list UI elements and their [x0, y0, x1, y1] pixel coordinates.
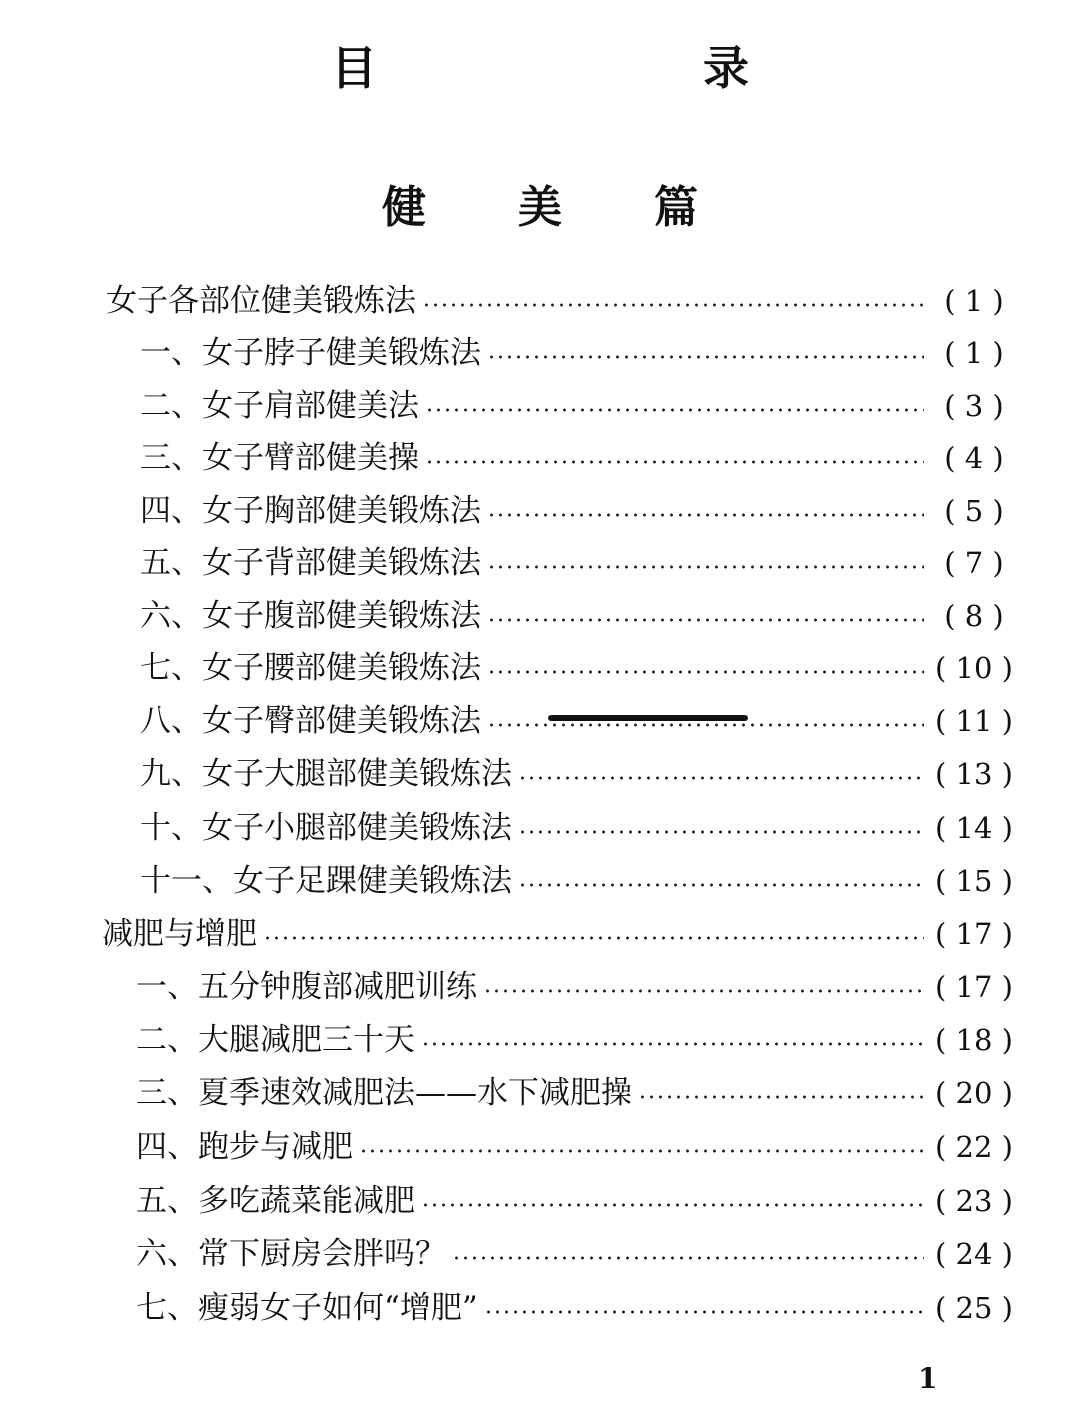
toc-label: 五、女子背部健美锻炼法	[140, 545, 481, 581]
toc-entry-13[interactable]	[136, 961, 1018, 1013]
toc-entry-2[interactable]	[140, 380, 1018, 432]
toc-label: 二、大腿减肥三十天	[136, 1022, 415, 1058]
toc-label: 一、女子脖子健美锻炼法	[140, 335, 481, 371]
toc-page-ref: ( 4 )	[944, 441, 1004, 475]
toc-label: 七、瘦弱女子如何“增肥”	[136, 1290, 478, 1326]
toc-page-ref: ( 13 )	[935, 757, 1013, 791]
toc-label: 五、多吃蔬菜能减肥	[136, 1183, 415, 1219]
toc-label: 三、女子臂部健美操	[140, 440, 419, 476]
dot-leader	[638, 1094, 924, 1100]
toc-page-ref: ( 15 )	[935, 864, 1013, 898]
dot-leader	[518, 775, 924, 781]
toc-entry-3[interactable]	[140, 432, 1018, 484]
dot-leader	[518, 829, 924, 835]
toc-entry-4[interactable]	[140, 485, 1018, 537]
page-number: 1	[918, 1362, 938, 1395]
toc-entry-19[interactable]	[136, 1282, 1018, 1334]
toc-entry-17[interactable]	[136, 1175, 1018, 1227]
toc-page-ref: ( 18 )	[935, 1023, 1013, 1057]
toc-label: 女子各部位健美锻炼法	[106, 283, 416, 319]
toc-page-ref: ( 14 )	[935, 811, 1013, 845]
toc-label: 九、女子大腿部健美锻炼法	[140, 756, 512, 792]
toc-label: 六、常下厨房会胖吗？	[136, 1236, 446, 1272]
dot-leader	[483, 988, 924, 994]
toc-label: 十一、女子足踝健美锻炼法	[140, 863, 512, 899]
dot-leader	[484, 1309, 924, 1315]
toc-label: 三、夏季速效减肥法——水下减肥操	[136, 1075, 632, 1111]
toc-page-ref: ( 23 )	[935, 1184, 1013, 1218]
dot-leader	[425, 407, 924, 413]
toc-page-ref: ( 7 )	[944, 546, 1004, 580]
toc-entry-14[interactable]	[136, 1014, 1018, 1066]
dot-leader	[421, 1202, 924, 1208]
toc-page-ref: ( 17 )	[935, 917, 1013, 951]
toc-entry-11[interactable]	[140, 855, 1018, 907]
dot-leader	[518, 882, 924, 888]
toc-entry-7[interactable]	[140, 642, 1018, 694]
dot-leader	[452, 1255, 924, 1261]
toc-entry-16[interactable]	[136, 1121, 1018, 1173]
toc-label: 二、女子肩部健美法	[140, 388, 419, 424]
toc-page-ref: ( 1 )	[944, 336, 1004, 370]
toc-entry-9[interactable]	[140, 748, 1018, 800]
toc-page-ref: ( 5 )	[944, 494, 1004, 528]
dot-leader	[263, 935, 924, 941]
toc-entry-1[interactable]	[140, 327, 1018, 379]
toc-entry-10[interactable]	[140, 802, 1018, 854]
toc-page-ref: ( 20 )	[935, 1076, 1013, 1110]
toc-entry-12[interactable]	[102, 908, 1018, 960]
dot-leader	[421, 1041, 924, 1047]
toc-entry-18[interactable]	[136, 1228, 1018, 1280]
toc-entry-6[interactable]	[140, 590, 1018, 642]
dot-leader	[359, 1148, 924, 1154]
toc-page-ref: ( 11 )	[935, 704, 1013, 738]
dot-leader	[487, 564, 924, 570]
dot-leader	[425, 459, 924, 465]
toc-page-ref: ( 22 )	[935, 1130, 1013, 1164]
toc-page-ref: ( 10 )	[935, 651, 1013, 685]
toc-entry-15[interactable]	[136, 1067, 1018, 1119]
dot-leader	[487, 512, 924, 518]
toc-label: 一、五分钟腹部减肥训练	[136, 969, 477, 1005]
toc-label: 四、跑步与减肥	[136, 1129, 353, 1165]
toc-entry-8[interactable]	[140, 695, 1018, 747]
toc-page-ref: ( 24 )	[935, 1237, 1013, 1271]
toc-page-ref: ( 25 )	[935, 1291, 1013, 1325]
scan-smudge-mark	[548, 715, 748, 721]
section-title: 健美篇	[382, 182, 790, 233]
toc-page-ref: ( 8 )	[944, 599, 1004, 633]
toc-label: 四、女子胸部健美锻炼法	[140, 493, 481, 529]
dot-leader	[487, 617, 924, 623]
toc-label: 八、女子臀部健美锻炼法	[140, 703, 481, 739]
page-title: 目 录	[331, 41, 889, 95]
toc-page-ref: ( 3 )	[944, 389, 1004, 423]
dot-leader	[487, 722, 924, 728]
toc-label: 十、女子小腿部健美锻炼法	[140, 810, 512, 846]
toc-page-ref: ( 1 )	[944, 284, 1004, 318]
dot-leader	[487, 354, 924, 360]
dot-leader	[422, 302, 924, 308]
toc-label: 六、女子腹部健美锻炼法	[140, 598, 481, 634]
toc-entry-5[interactable]	[140, 537, 1018, 589]
toc-label: 七、女子腰部健美锻炼法	[140, 650, 481, 686]
toc-label: 减肥与增肥	[102, 916, 257, 952]
toc-page-ref: ( 17 )	[935, 970, 1013, 1004]
toc-entry-0[interactable]	[106, 275, 1018, 327]
dot-leader	[487, 669, 924, 675]
